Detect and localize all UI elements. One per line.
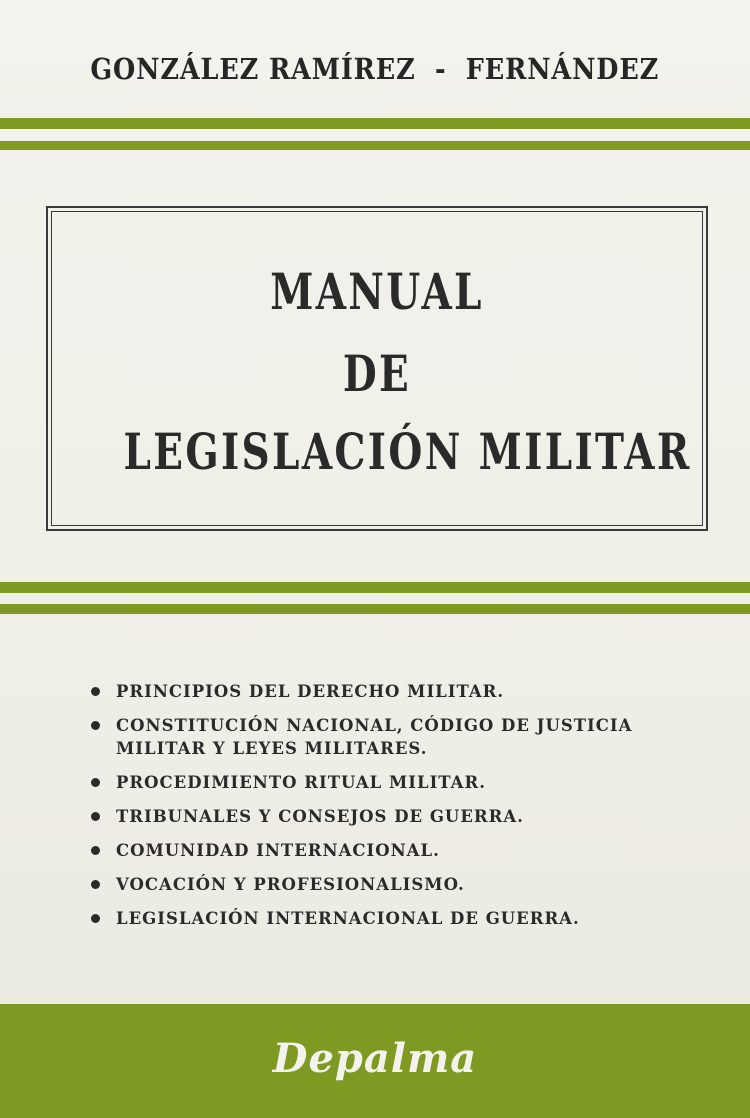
- topic-text: LEGISLACIÓN INTERNACIONAL DE GUERRA.: [116, 909, 580, 928]
- topic-item: [90, 805, 710, 828]
- title-line-2: DE: [342, 344, 412, 403]
- bullet-dot-icon: [91, 914, 100, 923]
- bullet-dot-icon: [91, 812, 100, 821]
- topic-item: [90, 680, 710, 703]
- title-line-3: LEGISLACIÓN MILITAR: [123, 422, 692, 481]
- topic-text: TRIBUNALES Y CONSEJOS DE GUERRA.: [116, 807, 524, 826]
- topic-text: CONSTITUCIÓN NACIONAL, CÓDIGO DE JUSTICIA MILITAR Y LEYES MILITARES.: [116, 716, 633, 758]
- topic-item: [90, 714, 710, 760]
- title-frame: [46, 206, 708, 531]
- author-second: FERNÁNDEZ: [465, 52, 660, 86]
- middle-stripe-2: [0, 604, 750, 614]
- bullet-dot-icon: [91, 880, 100, 889]
- top-stripe-2: [0, 141, 750, 150]
- title-line-1: MANUAL: [270, 262, 484, 321]
- topic-item: [90, 771, 710, 794]
- topic-text: PRINCIPIOS DEL DERECHO MILITAR.: [116, 682, 505, 701]
- author-separator: -: [434, 52, 447, 86]
- bullet-dot-icon: [91, 687, 100, 696]
- bullet-dot-icon: [91, 778, 100, 787]
- topic-text: VOCACIÓN Y PROFESIONALISMO.: [116, 875, 465, 894]
- authors-line: [45, 52, 705, 86]
- topics-list: [90, 680, 710, 941]
- middle-stripe-1: [0, 582, 750, 593]
- topic-item: [90, 839, 710, 862]
- topic-item: [90, 873, 710, 896]
- topic-text: PROCEDIMIENTO RITUAL MILITAR.: [116, 773, 486, 792]
- top-stripe-1: [0, 118, 750, 129]
- bullet-dot-icon: [91, 846, 100, 855]
- topic-item: [90, 907, 710, 930]
- topic-text: COMUNIDAD INTERNACIONAL.: [116, 841, 440, 860]
- title-frame-inner: [51, 211, 703, 526]
- author-first: GONZÁLEZ RAMÍREZ: [90, 52, 416, 86]
- publisher-logo: Depalma: [272, 1035, 478, 1082]
- bullet-dot-icon: [91, 721, 100, 730]
